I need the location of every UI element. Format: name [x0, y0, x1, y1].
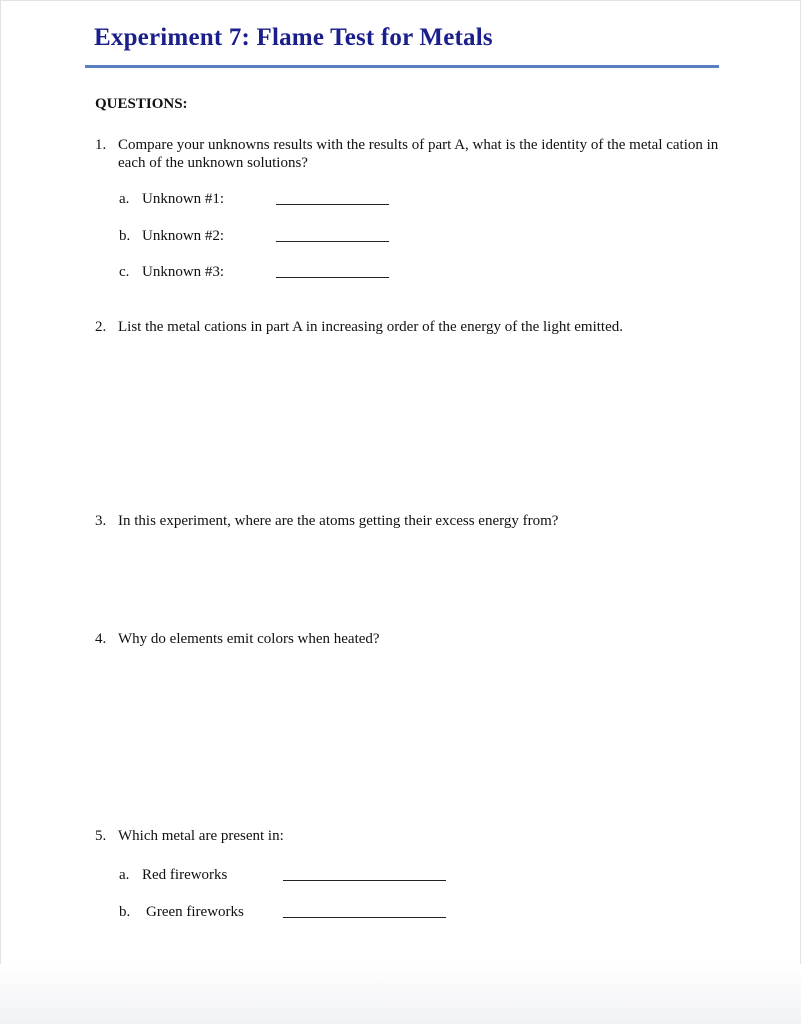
answer-line-unknown-3[interactable] — [276, 277, 389, 278]
question-2-text: List the metal cations in part A in increasing order of the energy of the light emitted. — [118, 319, 624, 335]
item-label: Unknown #2: — [142, 228, 225, 244]
item-label: Red fireworks — [142, 867, 228, 883]
question-1-number: 1. — [95, 137, 107, 153]
question-2 — [95, 318, 735, 338]
question-4-number: 4. — [95, 631, 107, 647]
question-1-item-a — [119, 190, 279, 210]
item-label: Unknown #3: — [142, 264, 225, 280]
question-3-text: In this experiment, where are the atoms getting their excess energy from? — [118, 513, 559, 529]
question-1 — [95, 136, 735, 176]
question-1-text: Compare your unknowns results with the results of part A, what is the identity of the metal cation in each of the unknown solutions? — [118, 137, 719, 171]
item-letter: b. — [119, 228, 131, 244]
question-1-item-b — [119, 227, 279, 247]
document-title: Experiment 7: Flame Test for Metals — [94, 24, 493, 51]
item-letter: a. — [119, 191, 130, 207]
item-letter: b. — [119, 904, 131, 920]
item-label: Unknown #1: — [142, 191, 225, 207]
item-letter: c. — [119, 264, 130, 280]
question-3-number: 3. — [95, 513, 107, 529]
question-5-item-a — [119, 866, 284, 886]
question-5 — [95, 827, 735, 847]
page-bottom-shade — [0, 964, 801, 1024]
title-underline — [85, 65, 719, 68]
question-5-text: Which metal are present in: — [118, 828, 284, 844]
question-2-number: 2. — [95, 319, 107, 335]
question-3 — [95, 512, 735, 532]
question-5-item-b — [119, 903, 284, 923]
question-5-number: 5. — [95, 828, 107, 844]
questions-heading: QUESTIONS: — [95, 96, 188, 112]
question-1-item-c — [119, 263, 279, 283]
answer-line-unknown-2[interactable] — [276, 241, 389, 242]
answer-line-red-fireworks[interactable] — [283, 880, 446, 881]
question-4-text: Why do elements emit colors when heated? — [118, 631, 380, 647]
item-letter: a. — [119, 867, 130, 883]
answer-line-green-fireworks[interactable] — [283, 917, 446, 918]
question-4 — [95, 630, 735, 650]
answer-line-unknown-1[interactable] — [276, 204, 389, 205]
item-label: Green fireworks — [146, 904, 244, 920]
